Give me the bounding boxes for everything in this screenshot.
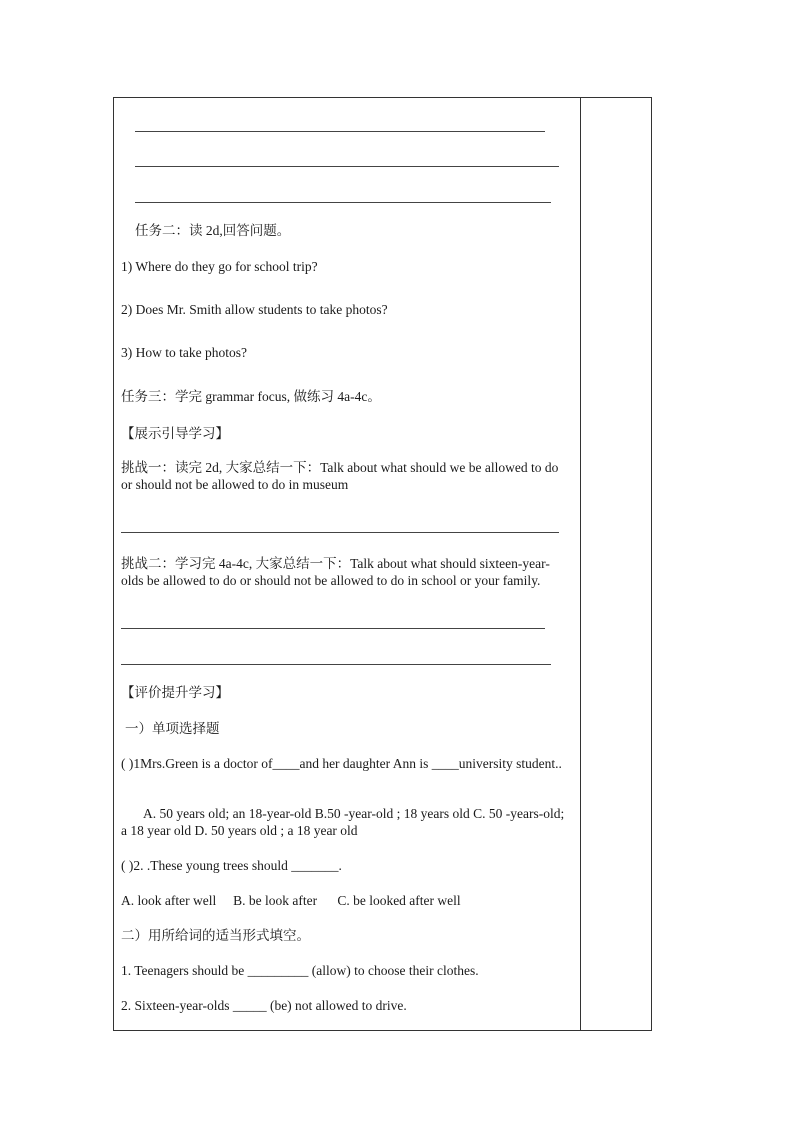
task2-question-1: 1) Where do they go for school trip?: [121, 259, 318, 274]
fill-question-2: 2. Sixteen-year-olds _____ (be) not allowed to drive.: [121, 998, 407, 1013]
answer-line: [121, 664, 551, 665]
part2-heading: 二）用所给词的适当形式填空。: [121, 928, 310, 943]
task2-question-3: 3) How to take photos?: [121, 345, 247, 360]
eval-section-heading: 【评价提升学习】: [121, 685, 229, 700]
challenge-1: 挑战一：读完 2d, 大家总结一下：Talk about what should we be allowed to do or should not be allowed to do in museum: [121, 460, 559, 492]
mc-question-1-options: A. 50 years old; an 18-year-old B.50 -year-old ; 18 years old C. 50 -years-old; a 18 year old D. 50 years old ; a 18 year old: [121, 806, 565, 838]
answer-line: [121, 628, 545, 629]
task2-question-2: 2) Does Mr. Smith allow students to take photos?: [121, 302, 388, 317]
task2-heading: 任务二：读 2d,回答问题。: [135, 223, 291, 238]
fill-question-1: 1. Teenagers should be _________ (allow) to choose their clothes.: [121, 963, 479, 978]
answer-line: [135, 131, 545, 132]
challenge-2: 挑战二：学习完 4a-4c, 大家总结一下：Talk about what should sixteen-year-olds be allowed to do or should not be allowed to do in school or your family.: [121, 556, 550, 588]
part1-heading: 一）单项选择题: [125, 721, 220, 736]
answer-line: [135, 166, 559, 167]
mc-question-2: ( )2. .These young trees should _______.: [121, 858, 342, 873]
mc-question-2-options: A. look after well B. be look after C. be looked after well: [121, 893, 461, 908]
mc-question-1: ( )1Mrs.Green is a doctor of____and her daughter Ann is ____university student..: [121, 756, 562, 771]
answer-line: [121, 532, 559, 533]
answer-line: [135, 202, 551, 203]
task3-heading: 任务三：学完 grammar focus, 做练习 4a-4c。: [121, 389, 381, 404]
column-divider: [580, 97, 581, 1031]
show-section-heading: 【展示引导学习】: [121, 426, 229, 441]
